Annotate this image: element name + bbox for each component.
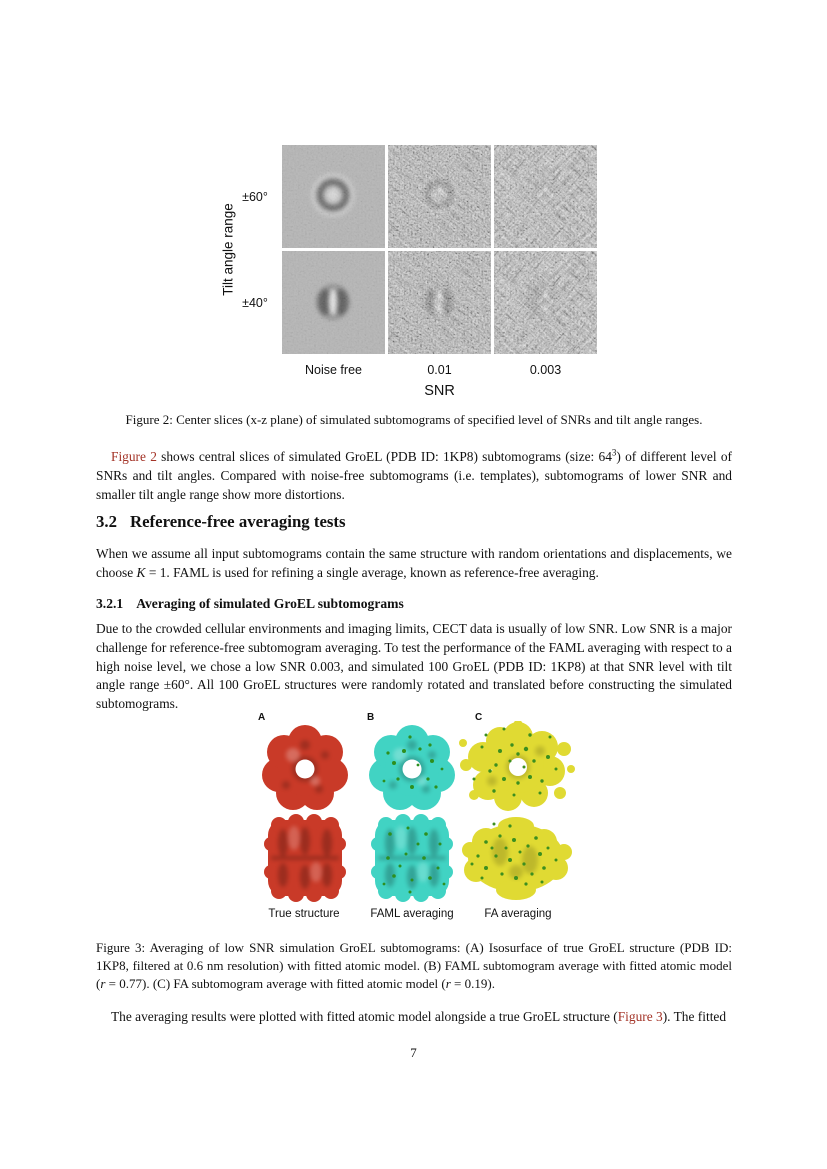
fig3-panel-label-c: C [475,712,483,723]
figure3-caption-text-3: = 0.19). [450,976,495,992]
subtomogram-tilt60-noisefree [282,145,385,248]
paragraph-3: Due to the crowded cellular environments and imaging limits, CECT data is usually of low SNR. Low SNR is a major challenge for reference-free subtomogram averaging. To test the performance of the FAML averaging with respect to a high noise level, we chose a low SNR 0.003, and simulated 100 GroEL (PDB ID: 1KP8) at that SNR level with tilt angle range ±60°. All 100 GroEL structures were randomly rotated and translated before constructing the simulated subtomograms. [96,621,732,712]
paragraph-2-text: When we assume all input subtomograms contain the same structure with random orientations and displacements, we choose [96,546,732,580]
fa-averaging-top-view-image [458,721,578,813]
fig2-x-axis-label: SNR [424,383,455,399]
figure3-caption-text-2: = 0.77). (C) FA subtomogram average with fitted atomic model ( [105,976,446,992]
subtomogram-tilt40-snr0003-image [494,251,597,354]
subtomogram-tilt60-snr0003 [494,145,597,248]
subtomogram-tilt60-snr001 [388,145,491,248]
paragraph-1-text: shows central slices of simulated GroEL (PDB ID: 1KP8) subtomograms (size: 64 [156,449,612,464]
paragraph-4-text: The averaging results were plotted with fitted atomic model alongside a true GroEL structure ( [111,1009,618,1024]
paragraph-2 [96,545,732,583]
subtomogram-tilt40-noisefree [282,251,385,354]
figure2-reference-link[interactable]: Figure 2 [111,449,157,464]
subtomogram-tilt40-snr001 [388,251,491,354]
section-3-2-1-number: 3.2.1 [96,596,124,611]
figure2-caption: Figure 2: Center slices (x-z plane) of simulated subtomograms of specified level of SNRs and tilt angle ranges. [125,412,703,427]
fig2-y-axis-label: Tilt angle range [220,203,236,296]
figure-3 [0,712,827,934]
figure3-reference-link[interactable]: Figure 3 [617,1009,663,1024]
superscript-3: 3 [611,447,617,458]
paragraph-1 [96,448,732,504]
fig2-row-label-tilt40: ±40° [242,296,268,310]
fig3-col-label-true-structure: True structure [268,908,340,920]
figure-2 [0,145,827,405]
section-3-2-1-title: Averaging of simulated GroEL subtomograms [136,596,404,611]
fig2-col-label-0003: 0.003 [529,363,562,377]
fig2-col-label-noisefree: Noise free [305,363,362,377]
subtomogram-tilt60-snr0003-image [494,145,597,248]
fig3-panel-label-a: A [258,712,266,723]
section-3-2-number: 3.2 [96,512,117,531]
variable-K: K [136,564,146,580]
variable-r-1: r [100,976,106,992]
section-3-2-1-heading [96,596,404,612]
variable-r-2: r [445,976,451,992]
subtomogram-tilt40-snr0003 [494,251,597,354]
section-3-2-heading [96,512,346,532]
paragraph-4 [96,1008,732,1027]
fa-averaging-side-view-image [456,812,576,904]
page-number: 7 [410,1045,417,1060]
faml-averaging-side-view-image [360,814,464,902]
figure3-caption [96,939,732,994]
figure3-caption-text: Figure 3: Averaging of low SNR simulation GroEL subtomograms: (A) Isosurface of true GroEL structure (PDB ID: 1KP8, filtered at 0.6 nm resolution) with fitted atomic model. (B) FAML subtomogram average with fitted atomic model ( [96,940,732,992]
fig3-col-label-fa-averaging: FA averaging [484,908,552,920]
paragraph-4-text-2: ). The fitted [662,1009,727,1024]
subtomogram-tilt40-snr001-image [388,251,491,354]
true-structure-top-view-image [253,725,357,813]
true-structure-side-view-image [253,814,357,902]
subtomogram-tilt60-snr001-image [388,145,491,248]
fig3-panel-label-b: B [367,712,375,723]
subtomogram-tilt40-noisefree-image [282,251,385,354]
section-3-2-title: Reference-free averaging tests [129,512,346,531]
fig2-col-label-001: 0.01 [427,363,452,377]
faml-averaging-top-view-image [360,725,464,813]
fig3-col-label-faml-averaging: FAML averaging [370,908,454,920]
paragraph-1-text-2: ) of different level of SNRs and tilt angles. Compared with noise-free subtomograms (i.e. templates), subtomograms of lower SNR and smaller tilt angle range show more distortions. [96,449,732,502]
fig2-row-label-tilt60: ±60° [242,190,268,204]
paragraph-2-text-2: = 1. FAML is used for refining a single average, known as reference-free averaging. [145,564,599,580]
subtomogram-tilt60-noisefree-image [282,145,385,248]
